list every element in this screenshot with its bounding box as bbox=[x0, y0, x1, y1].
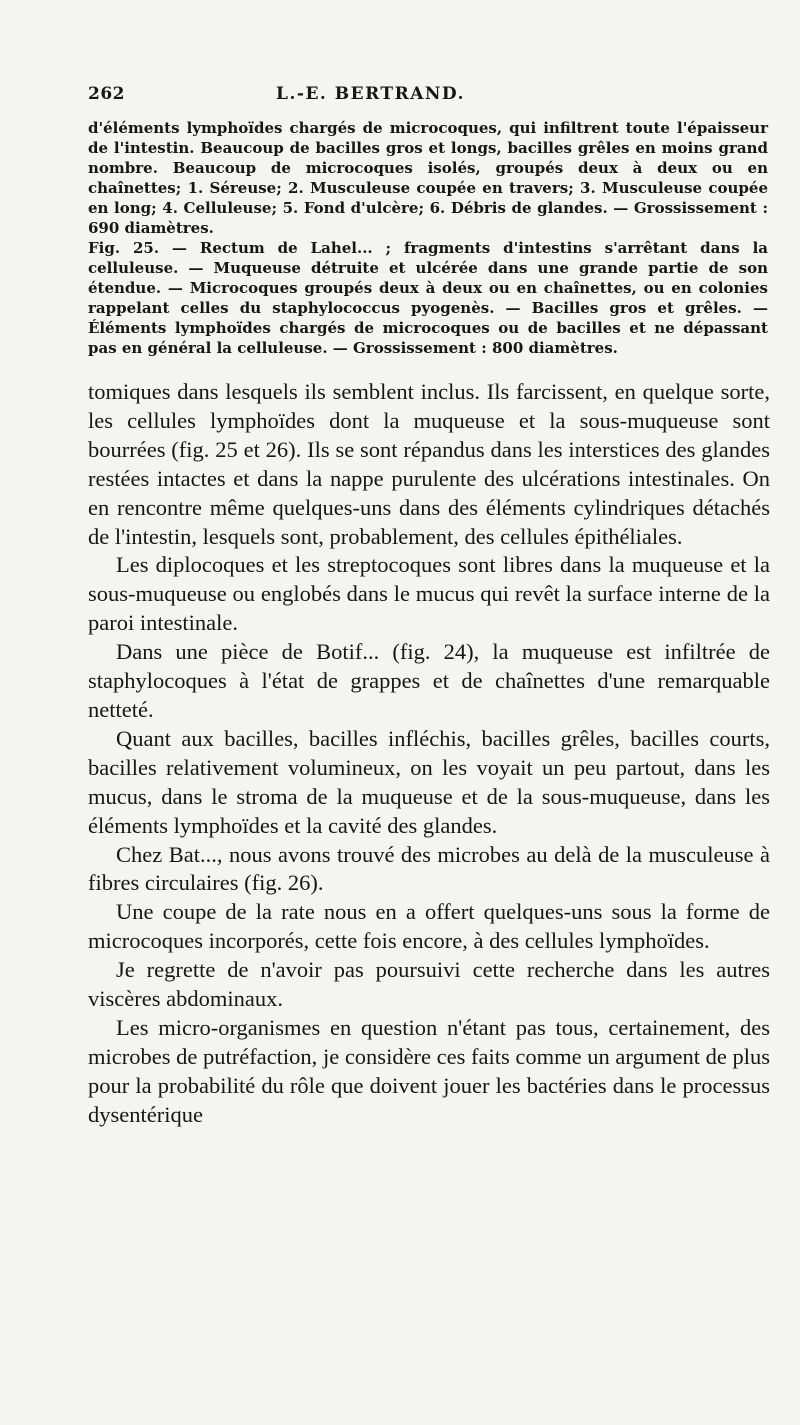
figure-caption-continued: d'éléments lymphoïdes chargés de microcoques, qui infiltrent toute l'épaisseur de l'intestin. Beaucoup de bacilles gros et longs, bacilles grêles en moins grand nombre. Beaucoup de microcoques isolés, groupés deux à deux ou en chaînettes; 1. Séreuse; 2. Musculeuse coupée en travers; 3. Musculeuse coupée en long; 4. Celluleuse; 5. Fond d'ulcère; 6. Débris de glandes. — Grossissement : 690 diamètres. bbox=[88, 119, 768, 237]
page-header bbox=[88, 84, 760, 104]
body-text bbox=[88, 378, 770, 1130]
figure-caption-fig-25: Fig. 25. — Rectum de Lahel... ; fragments d'intestins s'arrêtant dans la celluleuse. — Muqueuse détruite et ulcérée dans une grande partie de son étendue. — Microcoques groupés deux à deux ou en chaînettes, ou en colonies rappelant celles du staphylococcus pyogenès. — Bacilles gros et grêles. — Éléments lymphoïdes chargés de microcoques ou de bacilles et ne dépassant pas en général la celluleuse. — Grossissement : 800 diamètres. bbox=[88, 239, 768, 357]
page-number: 262 bbox=[88, 84, 125, 104]
paragraph: Chez Bat..., nous avons trouvé des microbes au delà de la musculeuse à fibres circulaires (fig. 26). bbox=[88, 841, 770, 896]
paragraph: Les diplocoques et les streptocoques sont libres dans la muqueuse et la sous-muqueuse ou englobés dans le mucus qui revêt la surface interne de la paroi intestinale. bbox=[88, 552, 770, 636]
paragraph: Quant aux bacilles, bacilles infléchis, bacilles grêles, bacilles courts, bacilles relativement volumineux, on les voyait un peu partout, dans les mucus, dans le stroma de la muqueuse et de la sous-muqueuse, dans les éléments lymphoïdes et la cavité des glandes. bbox=[88, 725, 770, 838]
paragraph: Je regrette de n'avoir pas poursuivi cette recherche dans les autres viscères abdominaux. bbox=[88, 957, 770, 1012]
running-head: L.-E. BERTRAND. bbox=[276, 84, 465, 104]
paragraph: Dans une pièce de Botif... (fig. 24), la muqueuse est infiltrée de staphylocoques à l'état de grappes et de chaînettes d'une remarquable netteté. bbox=[88, 639, 770, 722]
paragraph: tomiques dans lesquels ils semblent inclus. Ils farcissent, en quelque sorte, les cellules lymphoïdes dont la muqueuse et la sous-muqueuse sont bourrées (fig. 25 et 26). Ils se sont répandus dans les interstices des glandes restées intactes et dans la nappe purulente des ulcérations intestinales. On en rencontre même quelques-uns dans des éléments cylindriques détachés de l'intestin, lesquels sont, probablement, des cellules épithéliales. bbox=[88, 379, 770, 549]
paragraph: Une coupe de la rate nous en a offert quelques-uns sous la forme de microcoques incorporés, cette fois encore, à des cellules lymphoïdes. bbox=[88, 899, 770, 954]
paragraph: Les micro-organismes en question n'étant pas tous, certainement, des microbes de putréfaction, je considère ces faits comme un argument de plus pour la probabilité du rôle que doivent jouer les bactéries dans le processus dysentérique bbox=[88, 1014, 770, 1127]
